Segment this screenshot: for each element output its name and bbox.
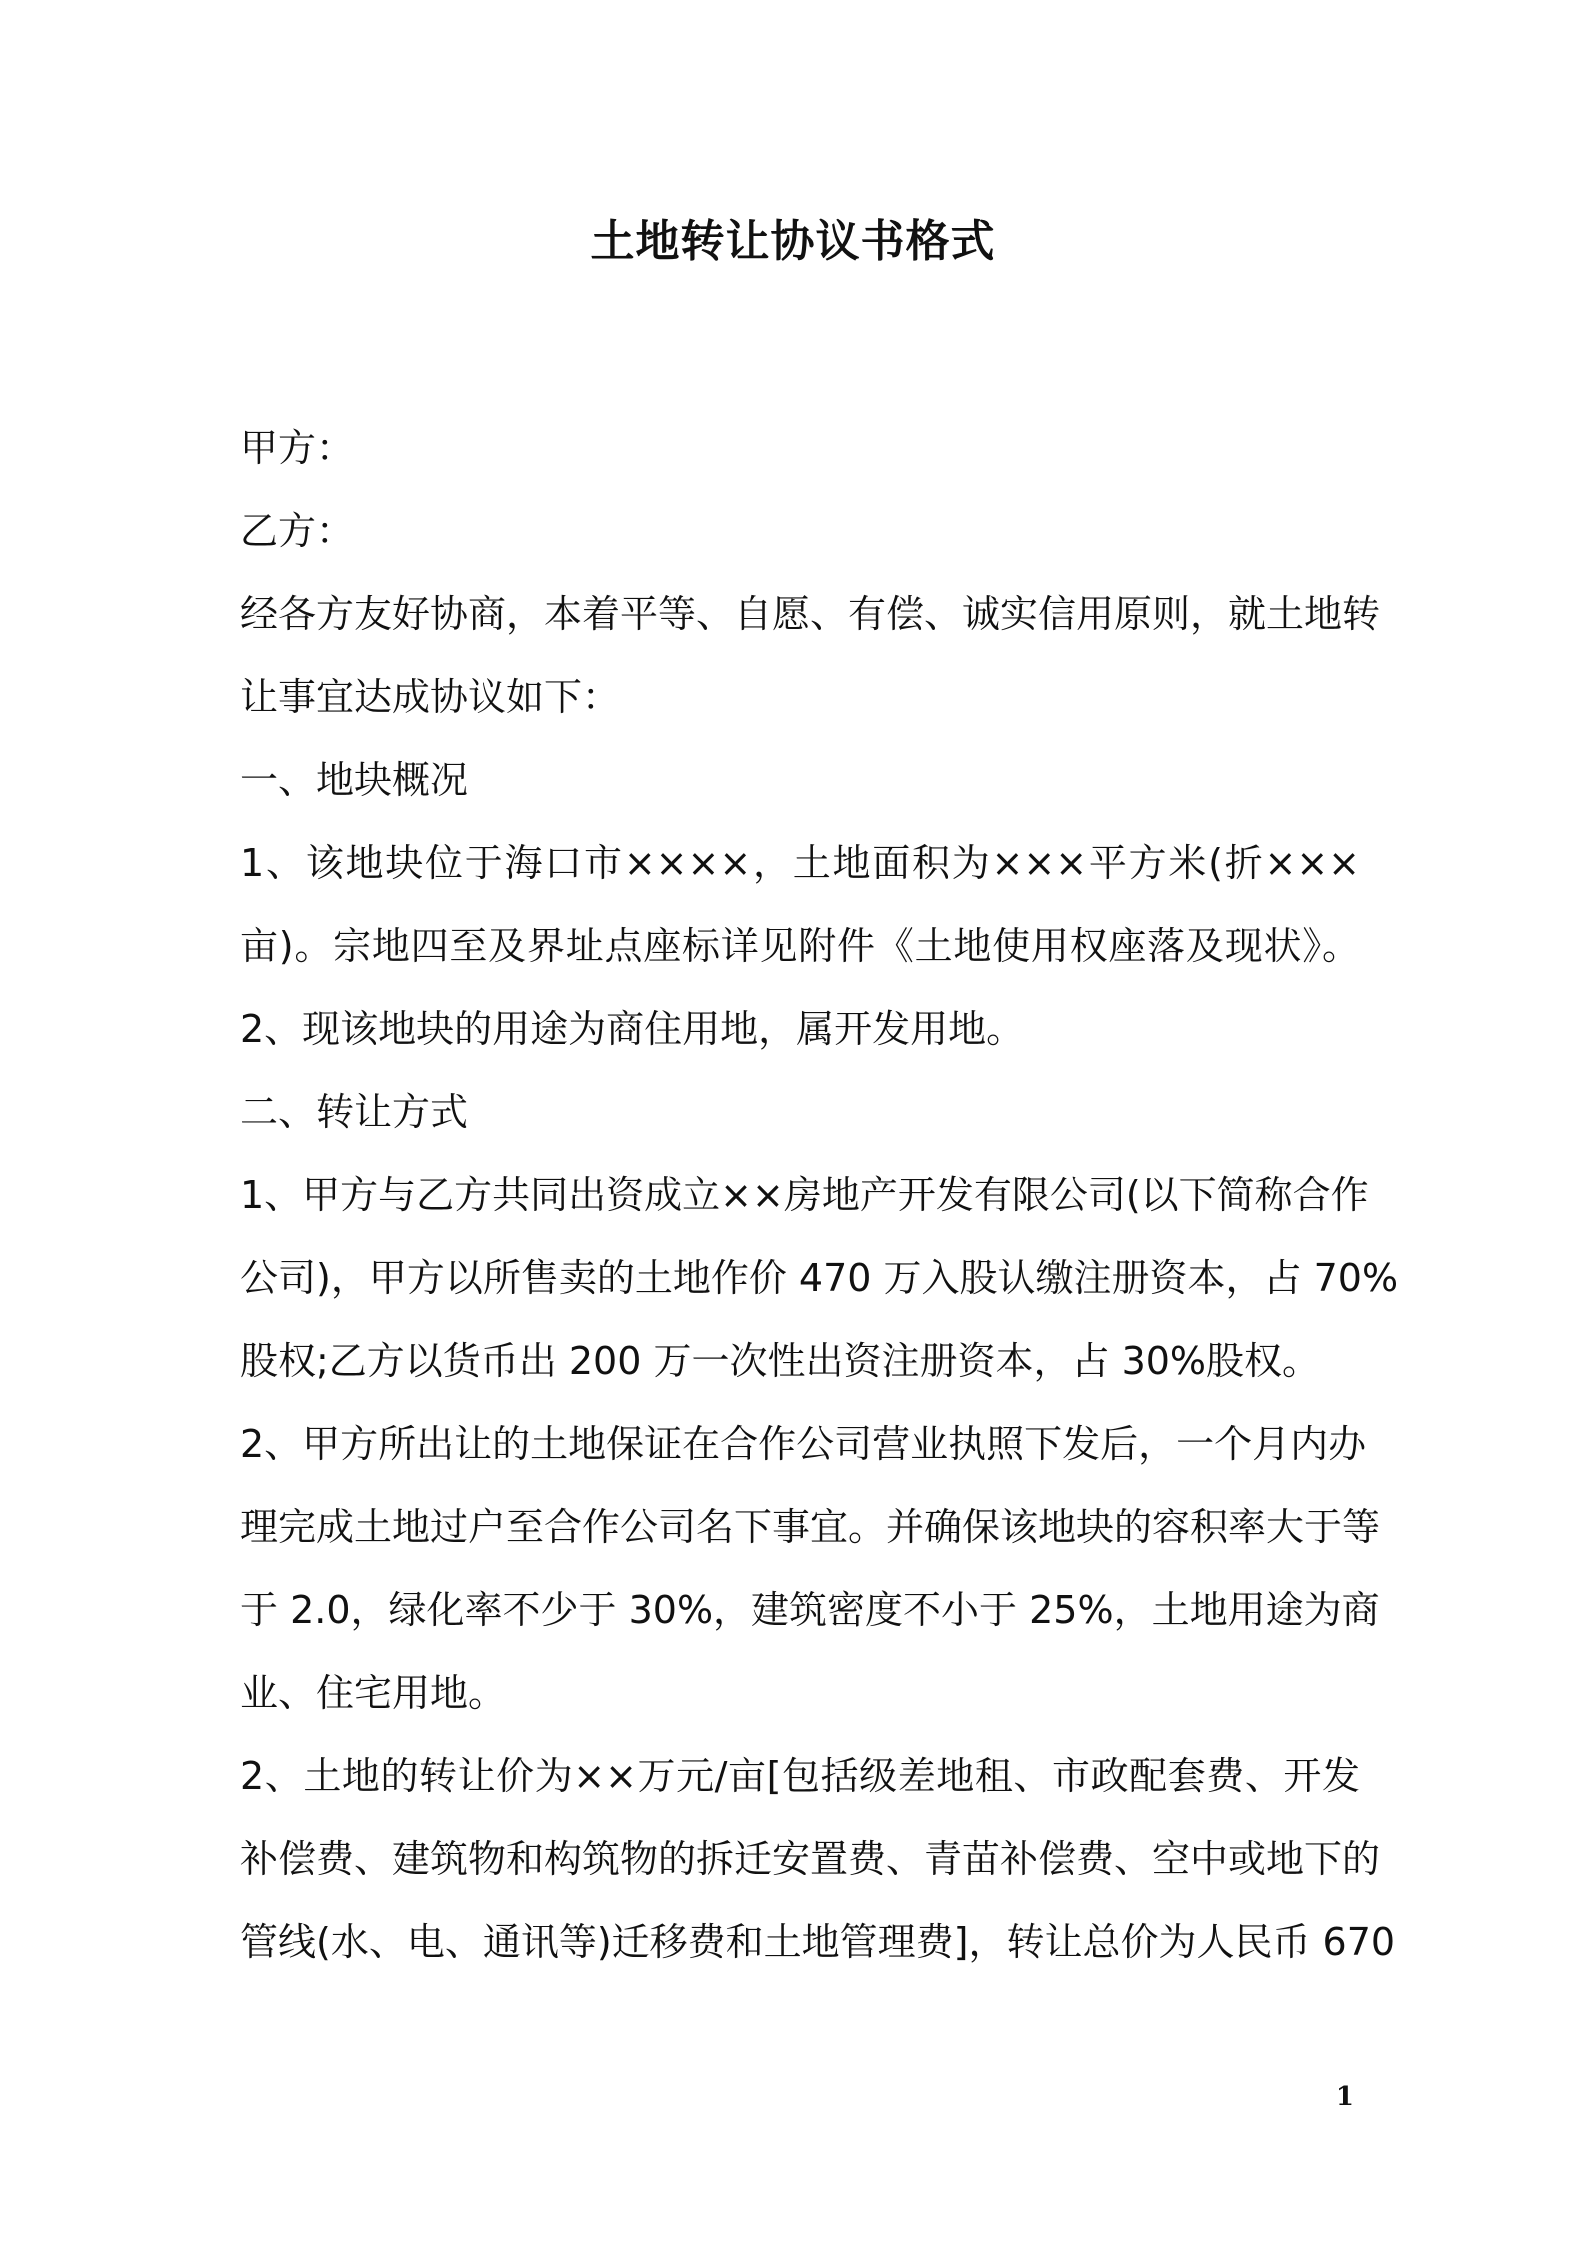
paragraph-line: 让事宜达成协议如下： [240,675,621,719]
paragraph-line: 2、现该地块的用途为商住用地，属开发用地。 [240,1007,1025,1051]
paragraph-line: 理完成土地过户至合作公司名下事宜。并确保该地块的容积率大于等 [240,1505,1381,1549]
paragraph-line: 业、住宅用地。 [240,1671,507,1715]
section-heading: 二、转让方式 [240,1090,469,1134]
section-heading: 一、地块概况 [240,758,469,802]
paragraph-line: 于 2.0，绿化率不少于 30%，建筑密度不小于 25%，土地用途为商 [240,1588,1380,1632]
page-number: 1 [1335,2082,1354,2112]
paragraph-line: 2、甲方所出让的土地保证在合作公司营业执照下发后，一个月内办 [240,1422,1367,1466]
paragraph-line: 补偿费、建筑物和构筑物的拆迁安置费、青苗补偿费、空中或地下的 [240,1837,1381,1881]
paragraph-line: 公司)，甲方以所售卖的土地作价 470 万入股认缴注册资本，占 70% [240,1256,1399,1300]
document-title: 土地转让协议书格式 [590,216,996,267]
paragraph-line: 管线(水、电、通讯等)迁移费和土地管理费]，转让总价为人民币 670 [240,1920,1396,1964]
paragraph-line: 经各方友好协商，本着平等、自愿、有偿、诚实信用原则，就土地转 [240,592,1381,636]
paragraph-line: 亩)。宗地四至及界址点座标详见附件《土地使用权座落及现状》。 [240,924,1360,968]
document-body [240,407,1399,1984]
paragraph-line: 2、土地的转让价为××万元/亩[包括级差地租、市政配套费、开发 [240,1754,1360,1798]
party-b-line: 乙方： [240,509,355,553]
paragraph-line: 1、甲方与乙方共同出资成立××房地产开发有限公司(以下简称合作 [240,1173,1369,1217]
paragraph-line: 1、该地块位于海口市××××，土地面积为×××平方米(折××× [240,841,1360,885]
paragraph-line: 股权;乙方以货币出 200 万一次性出资注册资本，占 30%股权。 [240,1339,1321,1383]
party-a-line: 甲方： [240,426,355,470]
